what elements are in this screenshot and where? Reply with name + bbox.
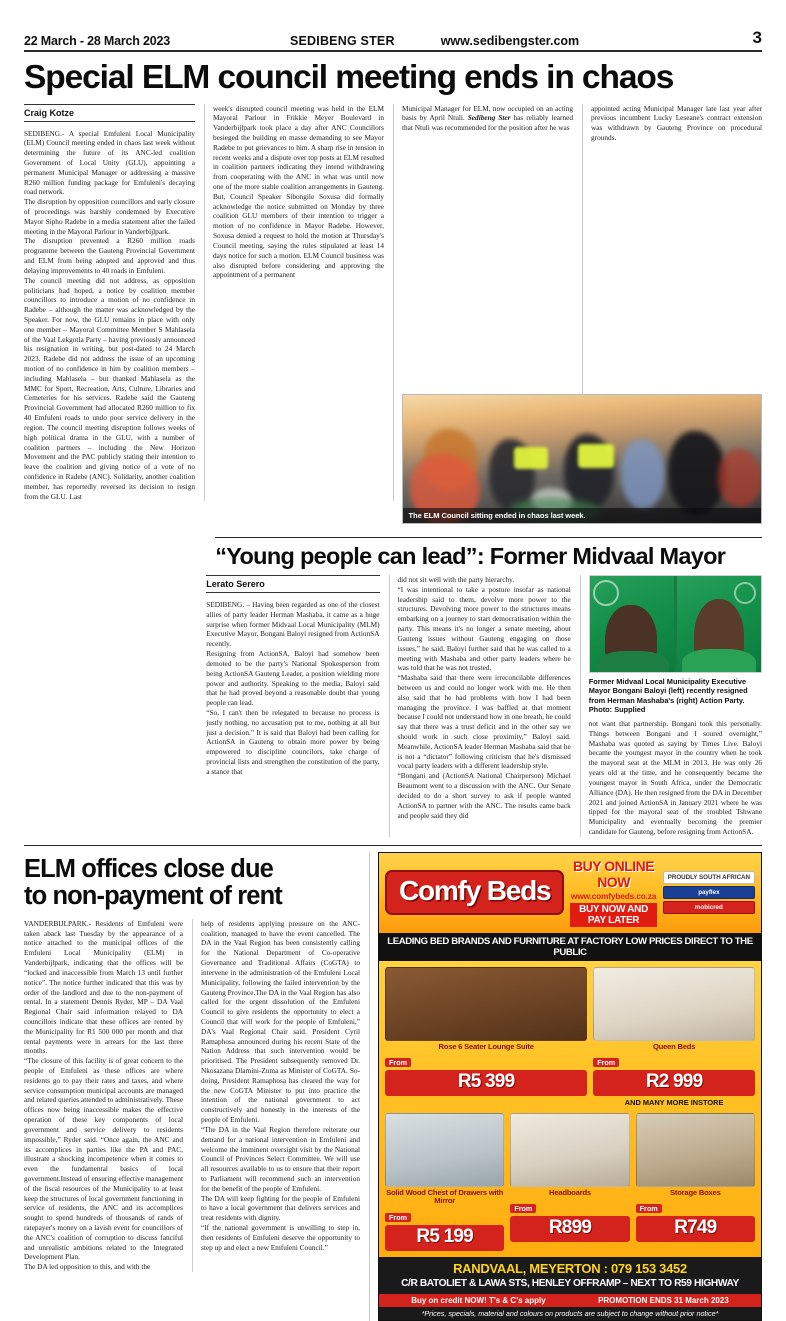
product-from-label: From: [385, 1213, 411, 1222]
product-name: Rose 6 Seater Lounge Suite: [438, 1041, 534, 1051]
ad-product-sofa[interactable]: [385, 967, 587, 1096]
product-name: Solid Wood Chest of Drawers with Mirror: [386, 1188, 504, 1206]
product-price: R5 399: [385, 1070, 587, 1096]
article1-paragraph: The disruption by opposition councillors and early closure of proceedings was harshly condemned by Executive Mayor Sipho Radebe in a media statement after the failed meeting in the Mayoral Parlour in Vanderbijlpark.: [24, 197, 195, 236]
masthead: [24, 0, 762, 52]
divider: [24, 845, 762, 846]
ad-product-storage-boxes[interactable]: [636, 1113, 755, 1242]
article1-text-run: has reliably learned that Ntuli was recommended for the position after he was: [402, 113, 574, 133]
paper-website: www.sedibengster.com: [440, 34, 580, 48]
article2-paragraph: not want that partnership. Bongani took this personally. Things between Bongani and I soured overnight,” Mashaba was quoted as saying by Times Live. Baloyi became the youngest mayor in the country when he took the mayoral seat at the MLM in 2013. He was only 26 years old at the time, and he consequently became the youngest mayor in South Africa, under the Democratic Alliance (DA). He then resigned from the DA in December 2021 and joined ActionSA in January 2021 where he was tipped for the mayoral seat of the troubled Tshwane Municipality and eventually becoming the premier candidate for Gauteng, before resigning from ActionSA.: [588, 719, 762, 836]
article1-paragraph: The disruption prevented a R260 million roads programme between the Gauteng Provincial Government and ELM from being adopted and approved and thus delaying improvements to 40 roads in Emfuleni.: [24, 236, 195, 275]
article2: [24, 530, 762, 575]
issue-date: 22 March - 28 March 2023: [24, 34, 170, 48]
ad-product-chest[interactable]: [385, 1113, 504, 1250]
article1-paragraph: [402, 104, 573, 133]
mobicred-badge-icon: mobicred: [663, 901, 755, 914]
product-image-headboard: [510, 1113, 629, 1187]
article2-body: [24, 575, 762, 837]
article2-paragraph: did not sit well with the party hierarchy.: [397, 575, 515, 585]
article3-body: [24, 852, 360, 1321]
product-from-label: From: [510, 1204, 536, 1213]
article1-photo-row: [24, 389, 762, 524]
article1-headline: Special ELM council meeting ends in chaos: [24, 59, 674, 96]
article2-photo-caption: Former Midvaal Local Municipality Executive Mayor Bongani Baloyi (left) recently resigned from Herman Mashaba's (right) Action Party. Photo: Supplied: [588, 677, 748, 714]
ad-online-block[interactable]: [570, 858, 656, 928]
ad-strapline: LEADING BED BRANDS AND FURNITURE AT FACTORY LOW PRICES DIRECT TO THE PUBLIC: [379, 933, 761, 961]
article3-headline-line2: to non-payment of rent: [24, 882, 282, 911]
article3-paragraph: The DA will keep fighting for the people of Emfuleni to have a local government that delivers services and treat residents with dignity.: [201, 1193, 360, 1223]
ad-badges: [663, 871, 755, 914]
paper-name-italic: Sedibeng Ster: [467, 113, 511, 123]
product-price: R749: [636, 1216, 755, 1242]
ad-disclaimer: *Prices, specials, material and colours on products are subject to change without prior notice*: [379, 1307, 761, 1320]
article2-paragraph: Resigning from ActionSA, Baloyi had somehow been demoted to be the party's National Spokesperson from being ActionSA Gauteng Leader, a position wielding more power and authority. Speaking to the media, Baloyi said that he had proved beyond a reasonable doubt that young people can lead.: [206, 649, 380, 708]
ad-credit-terms: Buy on credit NOW! T's & C's apply: [411, 1295, 546, 1305]
photo-baloyi: [590, 576, 674, 672]
product-image-sofa: [385, 967, 587, 1041]
ad-street-address: C/R BATOLIET & LAWA STS, HENLEY OFFRAMP – NEXT TO R59 HIGHWAY: [401, 1277, 739, 1289]
article1-byline: Craig Kotze: [24, 104, 195, 122]
ad-contact-block[interactable]: [379, 1257, 761, 1294]
ad-promotion-end: PROMOTION ENDS 31 March 2023: [598, 1295, 729, 1305]
paper-name: SEDIBENG STER: [289, 34, 395, 48]
product-from-label: From: [636, 1204, 662, 1213]
article2-paragraph: “Mashaba said that there were irreconcilable differences between us and could no longer work with me. He then also said that he had problems with how I had been managing the province. I was baffled at that moment because I could not understand how in one breath, he could say that there was a trust deficit and in the other say we should work in such close proximity,” Baloyi said. Meanwhile, ActionSA leader Herman Mashaba said that he is not a “dictator” following criticism that he's dismissed vocal party leaders with a different leadership style.: [397, 673, 571, 771]
article3-paragraph: The DA led opposition to this, and with the: [24, 1262, 151, 1272]
product-name: Storage Boxes: [670, 1188, 721, 1198]
ad-products: [379, 961, 761, 1257]
article2-byline: Lerato Serero: [206, 575, 379, 593]
article2-photo: [589, 575, 762, 714]
product-image-storage-box: [636, 1113, 755, 1187]
article1-paragraph: The council meeting did not address, as opposition politicians had hoped, a notice by coalition member councillors to introduce a motion of no confidence in Radebe – although the matter was acknowledged by the Speaker. For now, the GLU remains in place with only one member – Mayoral Committee Member S Mahlasela of the Vaal Lekgotla Party – having previously announced his resignation in writing, but post-dated to 24 March 2023. Radebe did not address the issue of an upcoming motion of no confidence in him by coalition members – including Mahlasela – but thanked Mahlasela as the MMC for Sport, Recreation, Arts, Culture, Libraries and Cemeteries for his services. Radebe said the Gauteng Provincial Government had allocated R260 million to fix 40 Emfuleni roads to undo poor service delivery in the region. The council meeting disruption follows weeks of high political drama in the GLU, with a number of coalition partners – including the New Horizon Movement and the PAC publicly stating their intention to leave the coalition and giving notice of a vote of no confidence in Radebe (ANC). Solidarity, another coalition member, has reportedly reversed its decision to resign from the GLU. Last: [24, 275, 195, 501]
ad-website[interactable]: www.comfybeds.co.za: [570, 890, 657, 901]
product-from-label: From: [385, 1058, 411, 1067]
product-image-chest: [385, 1113, 504, 1187]
ad-product-headboards[interactable]: [510, 1113, 629, 1242]
article2-column-3: [580, 575, 762, 837]
product-price: R899: [510, 1216, 629, 1242]
ad-product-row: [385, 1113, 755, 1250]
article3-paragraph: “The DA in the Vaal Region therefore reiterate our demand for a national intervention in Emfuleni and welcome the imminent oversight visit by the National Council of Provinces Select Committee. We will use all resources available to us to ensure that their report to Parliament will recommend such an intervention for the benefit of the people of Emfuleni.: [201, 1124, 360, 1193]
ad-buy-online-label[interactable]: BUY ONLINE NOW: [573, 857, 655, 890]
ad-product-row: [385, 967, 755, 1107]
ad-and-more-instore: AND MANY MORE INSTORE: [624, 1097, 724, 1107]
payflex-badge-icon: payflex: [663, 886, 755, 899]
article3-paragraph: “The closure of this facility is of great concern to the people of Emfuleni as these offices are where residents go to pay their rates and taxes, and where service consumption municipal accounts are managed and related queries attended to administratively. These offices now being inaccessible makes the effective operation of these key components of local government and service delivery to residents impossible,” Ryder said. “Once again, the ANC and its accomplices in parties like the PA and PAC, illustrate a shocking incompetence when it comes to even the fundamental basics of local government.Instead of ensuring effective management of the fiscal resources of the Municipality to at least keep the structures of local government functioning in service of residents, the ANC and its accomplices sought to spend hundreds of thousands of rands of ratepayer's money on a lavish event for councillors of the ANC's coalition of corruption to discuss fanciful and unrealistic ambitions related to the Integrated Development Plan.: [24, 1056, 183, 1262]
advertisement[interactable]: [369, 852, 762, 1321]
product-price: R2 999: [593, 1070, 755, 1096]
article3: [24, 852, 762, 1321]
article2-paragraph: “Bongani and (ActionSA National Chairperson) Michael Beaumont went to a discussion with the ANC. Our Senate decided to do a short survey to ask if people wanted ActionSA to partner with the ANC. The results came back and people said they did: [397, 771, 571, 820]
article2-column-2: [389, 575, 571, 837]
page-number: 3: [752, 28, 762, 47]
article2-paragraph: SEDIBENG. – Having been regarded as one of the closest allies of party leader Herman Mashaba, it came as a huge surprise when former Midvaal Local Municipality (MLM) Executive Mayor, Bongani Baloyi resigned from ActionSA recently.: [206, 600, 380, 649]
article3-paragraph: VANDERBIJLPARK.- Residents of Emfuleni were taken aback last Tuesday by the appearance of a notice attached to the municipal offices of the Emfuleni Local Municipality (ELM) in Vanderbijlpark, indicating that the offices will be “locked and inaccessible from March 13 until further notice”. The notice further indicated that this was by order of the landlord and due to the non-payment of rental. In a statement Dennis Ryder, MP – DA Vaal Regional Chair said information relayed to DA councillors indicate that these offices are rented by the Municipality for R1 500 000 per month and that rental payments were in arrears for the last three months.: [24, 918, 183, 1056]
article1-paragraph: week's disrupted council meeting was held in the ELM Mayoral Parlour in Frikkie Meyer Boulevard in Vanderbijlpark took place a day after ANC Councillors besieged the building en masse demanding to see Mayor Radebe to put grievances to him. A sharp rise in tension in recent weeks and a dispute over top posts at ELM resulted in coalition partners indicating they intend withdrawing from cooperating with the ANC in what was until now one of the more stable coalition arrangements in Gauteng. But, Council Speaker Sibongile Soxusa did formally acknowledge the notice submitted on Monday by three coalition GLU members of their intention to trigger a motion of no confidence in Mayor Radebe. However, Soxusa denied a request to hold the motion at Thursday's Council meeting, saying the rules stipulated at least 14 days notice for such a motion. ELM Council business was also disrupted before considering and approving the appointment of a permanent: [213, 103, 384, 280]
article2-headline: “Young people can lead”: Former Midvaal Mayor: [215, 543, 726, 570]
article2-paragraph: “So, I can't then be relegated to because no process is justly nothing, no accusation put to me, nothing at all but just a decision.” It is said that Baloyi had been calling for ActionSA in Gauteng to obtain more power by being empowered to discipline councilors, take charge of provincial lists and strengthen the constitution of the party, a stance that: [206, 707, 380, 776]
article1-photo: [402, 394, 763, 524]
product-name: Headboards: [549, 1188, 591, 1198]
article3-column-2: [192, 919, 360, 1272]
article3-paragraph: help of residents applying pressure on the ANC-coalition, managed to have the event cancelled. The DA in the Vaal Region has been consistently calling for the National Department of Co-operative Governance and Traditional Affairs (CoGTA) to intervene in the administration of the Emfuleni Local Municipality, following the failed intervention by the Gauteng Province.The DA in the Vaal Region has also called for the urgent dissolution of the Emfuleni Council to give residents the opportunity to elect a Council that will work for the people of Emfuleni,” DA's Vaal Regional Chair said. President Cyril Ramaphosa announced during his recent State of the Nation Address that such intervention would be prioritised. The President subsequently removed Dr. Nkosazana Dlamini-Zuma as Minister of CoGTA. So-doing, President Ramaphosa has cleared the way for the new CoGTA Minister to put into practice the intention of the national government to act constructively and honestly in the interests of the people of Emfuleni.: [201, 918, 360, 1125]
ad-header: [379, 853, 761, 933]
article1-paragraph: SEDIBENG.- A special Emfuleni Local Municipality (ELM) Council meeting ended in chaos last week without determining the future of its ANC-led coalition Government of Local Unity (GLU), appointing a permanent Municipal Manager or addressing a massive R260 million funding package for Emfuleni's decaying road network.: [24, 128, 195, 197]
ad-pay-later-label: BUY NOW AND PAY LATER: [570, 903, 656, 927]
divider: [215, 537, 762, 538]
product-price: R5 199: [385, 1225, 504, 1251]
product-name: Queen Beds: [652, 1041, 696, 1051]
proudly-sa-badge-icon: PROUDLY SOUTH AFRICAN: [663, 871, 755, 884]
ad-product-queen-bed[interactable]: [593, 967, 755, 1107]
product-from-label: From: [593, 1058, 619, 1067]
product-image-bed: [593, 967, 755, 1041]
article3-headline: [24, 856, 360, 911]
article1-text-run: Municipal Manager for ELM, now occupied on an acting basis by April Ntuli.: [402, 103, 573, 123]
ad-brand-logo: Comfy Beds: [385, 870, 564, 915]
article1-photo-caption: The ELM Council sitting ended in chaos last week.: [403, 508, 762, 523]
photo-mashaba: [677, 576, 761, 672]
ad-credit-bar: [379, 1294, 761, 1307]
article2-column-1: [206, 575, 379, 837]
article3-column-1: [24, 919, 183, 1272]
article1-paragraph: appointed acting Municipal Manager late last year after previous incumbent Lucky Leseane's contract extension was withdrawn by Gauteng Province on procedural grounds.: [591, 103, 762, 142]
comfy-beds-ad[interactable]: [378, 852, 762, 1321]
article3-paragraph: “If the national government is unwilling to step in, then residents of Emfuleni deserve the opportunity to step up and elect a new Emfuleni Council.”: [201, 1223, 360, 1252]
ad-location-phone[interactable]: RANDVAAL, MEYERTON : 079 153 3452: [453, 1260, 687, 1276]
article2-paragraph: “I was intentional to take a posture insofar as national leadership said to them, devolve more power to the structures. Devolving more power to the structures means embarking on a journey to start democratisation within the party. This means it's no longer a senate meeting, about Gauteng issues without Gauteng engaging on those issues,” he said. Baloyi further said that he was called to a meeting with Mashaba and other party leaders where he was told that he was not trusted.: [397, 584, 571, 673]
article3-headline-line1: ELM offices close due: [24, 854, 273, 883]
